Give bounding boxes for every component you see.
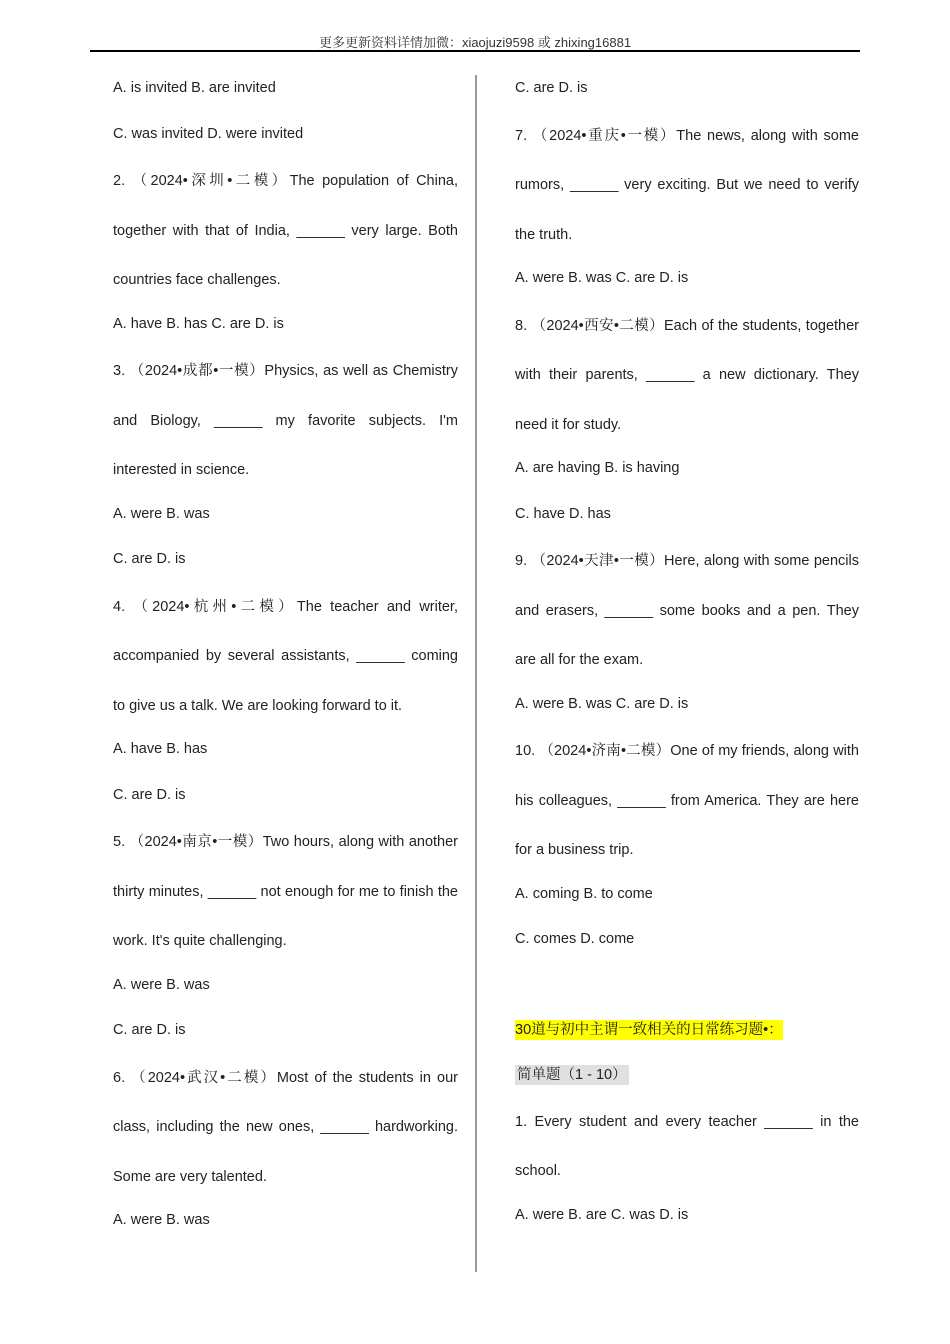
header-rule [90,50,860,52]
answer-options: C. comes D. come [515,931,635,947]
answer-options: C. are D. is [113,551,186,567]
question-text: 7. （2024•重庆•一模）The news, along with some rumors, ______ very exciting. But we need to verify the truth. [515,127,859,243]
answer-options: A. is invited B. are invited [113,80,276,96]
answer-options: A. have B. has [113,741,208,757]
question-text: 10. （2024•济南•二模）One of my friends, along with his colleagues, ______ from America. They are here for a business trip. [515,743,859,858]
question-text: 6. （2024•武汉•二模）Most of the students in our class, including the new ones, ______ hardworking. Some are very talented. [113,1069,458,1185]
answer-options: A. were B. was C. are D. is [515,695,689,712]
answer-options: A. are having B. is having [515,460,680,476]
answer-options: A. were B. was [113,1212,210,1228]
question-text: 4. （2024•杭州•二模）The teacher and writer, accompanied by several assistants, ______ coming to give us a talk. We are looking forward to it. [113,598,458,714]
answer-options: A. were B. was [113,976,210,993]
page-header: 更多更新资料详情加微：xiaojuzi9598 或 zhixing16881 [318,35,632,50]
answer-options: C. have D. has [515,505,611,522]
left-column [113,66,458,1244]
answer-options: C. are D. is [113,786,186,803]
question-text: 5. （2024•南京•一模）Two hours, along with another thirty minutes, ______ not enough for me to finish the work. It's quite challenging. [113,834,458,949]
answer-options: A. coming B. to come [515,885,653,902]
answer-options: C. are D. is [515,80,588,96]
question-text: 8. （2024•西安•二模）Each of the students, together with their parents, ______ a new dictionary. They need it for study. [515,317,859,433]
answer-options: A. were B. was C. are D. is [515,270,689,286]
section-subtitle-text: 简单题（1 - 10） [517,1066,627,1083]
column-divider [475,75,477,1272]
section-subtitle [515,1053,859,1098]
answer-options: A. have B. has C. are D. is [113,315,284,332]
section-title-text: 30道与初中主谓一致相关的日常练习题•： [515,1021,783,1038]
right-column [515,66,859,1238]
section-title [515,1008,859,1053]
question-text: 2. （2024•深圳•二模）The population of China, together with that of India, ______ very large. Both countries face challenges. [113,173,458,288]
answer-options: C. are D. is [113,1022,186,1038]
answer-options: A. were B. are C. was D. is [515,1206,689,1223]
spacer [515,963,859,1008]
question-text: 9. （2024•天津•一模）Here, along with some pencils and erasers, ______ some books and a pen. They are all for the exam. [515,553,859,668]
question-text: 1. Every student and every teacher ______ in the school. [515,1113,859,1179]
answer-options: C. was invited D. were invited [113,125,304,142]
answer-options: A. were B. was [113,505,210,522]
question-text: 3. （2024•成都•一模）Physics, as well as Chemistry and Biology, ______ my favorite subjects. I'm interested in science. [113,363,458,478]
